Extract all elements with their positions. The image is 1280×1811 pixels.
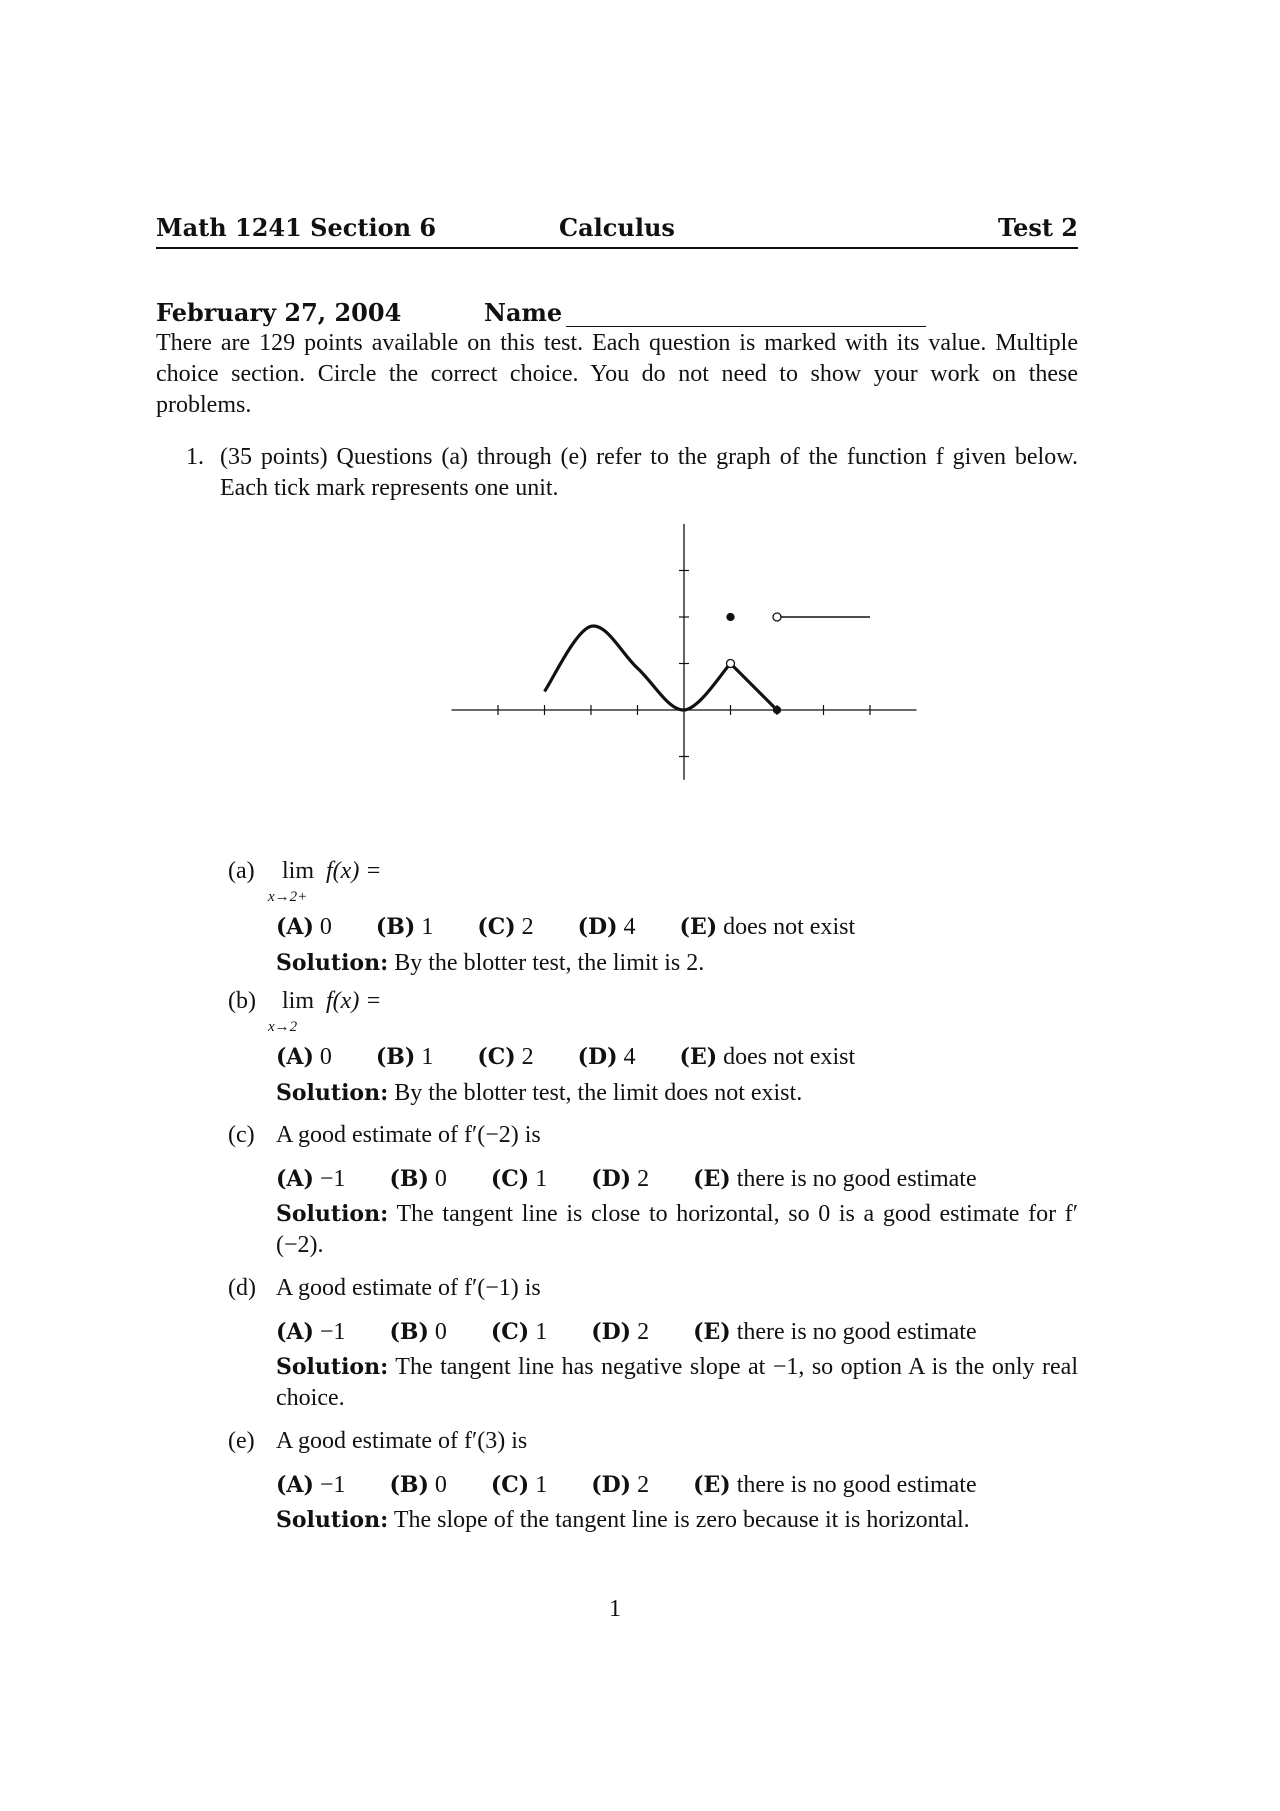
choice-a-E[interactable]: (E) does not exist bbox=[679, 914, 856, 940]
choice-d-B[interactable]: (B) 0 bbox=[389, 1319, 447, 1345]
page-number: 1 bbox=[609, 1596, 621, 1622]
filled-point bbox=[727, 614, 734, 621]
lim-text: lim bbox=[281, 988, 314, 1014]
solution-b bbox=[276, 1078, 1078, 1109]
part-prompt: A good estimate of f′(3) is bbox=[276, 1428, 528, 1454]
part-label: (e) bbox=[228, 1428, 255, 1454]
choices-d bbox=[276, 1319, 1015, 1346]
filled-point bbox=[774, 707, 781, 714]
solution-e bbox=[276, 1505, 1078, 1536]
choice-c-B[interactable]: (B) 0 bbox=[389, 1166, 447, 1192]
part-label: (c) bbox=[228, 1122, 255, 1148]
solution-label: Solution: bbox=[276, 1354, 389, 1380]
choice-b-D[interactable]: (D) 4 bbox=[577, 1044, 636, 1070]
solution-label: Solution: bbox=[276, 1080, 389, 1106]
solution-d bbox=[276, 1352, 1078, 1414]
choice-a-B[interactable]: (B) 1 bbox=[375, 914, 434, 940]
graph-axes bbox=[452, 524, 917, 780]
choice-e-C[interactable]: (C) 1 bbox=[490, 1472, 548, 1498]
name-label: Name bbox=[484, 298, 563, 327]
choice-b-A[interactable]: (A) 0 bbox=[276, 1044, 332, 1070]
open-point bbox=[727, 660, 735, 668]
choice-e-A[interactable]: (A) −1 bbox=[276, 1472, 346, 1498]
choices-c bbox=[276, 1166, 1015, 1193]
graph-segment bbox=[731, 664, 778, 711]
choices-e bbox=[276, 1472, 1015, 1499]
choice-d-A[interactable]: (A) −1 bbox=[276, 1319, 346, 1345]
choice-c-E[interactable]: (E) there is no good estimate bbox=[693, 1166, 977, 1192]
choice-c-A[interactable]: (A) −1 bbox=[276, 1166, 346, 1192]
part-label: (d) bbox=[228, 1275, 256, 1301]
choice-e-D[interactable]: (D) 2 bbox=[591, 1472, 650, 1498]
choice-b-B[interactable]: (B) 1 bbox=[375, 1044, 434, 1070]
choice-e-E[interactable]: (E) there is no good estimate bbox=[693, 1472, 977, 1498]
graph-plot bbox=[545, 613, 871, 714]
choice-c-C[interactable]: (C) 1 bbox=[490, 1166, 548, 1192]
function-graph bbox=[0, 0, 1280, 800]
part-prompt bbox=[268, 986, 382, 1035]
choice-b-C[interactable]: (C) 2 bbox=[477, 1044, 534, 1070]
choice-a-C[interactable]: (C) 2 bbox=[477, 914, 534, 940]
choice-d-D[interactable]: (D) 2 bbox=[591, 1319, 650, 1345]
prompt-expression: f(x) = bbox=[326, 858, 382, 884]
test-title: Test 2 bbox=[997, 213, 1078, 242]
choices-a bbox=[276, 914, 893, 941]
course-title: Math 1241 Section 6 bbox=[156, 213, 437, 242]
solution-label: Solution: bbox=[276, 1201, 389, 1227]
subject-title: Calculus bbox=[559, 213, 675, 242]
prompt-expression: f(x) = bbox=[326, 988, 382, 1014]
graph-curve bbox=[545, 626, 731, 710]
part-prompt: A good estimate of f′(−2) is bbox=[276, 1122, 541, 1148]
test-date: February 27, 2004 bbox=[156, 298, 402, 327]
choices-b bbox=[276, 1044, 893, 1071]
choice-a-A[interactable]: (A) 0 bbox=[276, 914, 332, 940]
part-prompt: A good estimate of f′(−1) is bbox=[276, 1275, 541, 1301]
solution-c bbox=[276, 1199, 1078, 1261]
choice-c-D[interactable]: (D) 2 bbox=[591, 1166, 650, 1192]
solution-text: The tangent line is close to horizontal, so 0 is a good estimate for f′(−2). bbox=[276, 1201, 1078, 1258]
lim-subscript: x→2 bbox=[268, 1019, 298, 1035]
solution-text: The tangent line has negative slope at −1, so option A is the only real choice. bbox=[276, 1354, 1078, 1411]
solution-label: Solution: bbox=[276, 1507, 389, 1533]
solution-text: The slope of the tangent line is zero because it is horizontal. bbox=[393, 1507, 970, 1533]
instructions: There are 129 points available on this test. Each question is marked with its value. Multiple choice section. Circle the correct choice. You do not need to show your work on these problems. bbox=[156, 330, 1078, 418]
part-label: (a) bbox=[228, 858, 255, 884]
question-number: 1. bbox=[186, 444, 204, 470]
part-prompt bbox=[268, 856, 382, 905]
solution-label: Solution: bbox=[276, 950, 389, 976]
lim-subscript: x→2+ bbox=[268, 889, 308, 905]
choice-d-E[interactable]: (E) there is no good estimate bbox=[693, 1319, 977, 1345]
solution-text: By the blotter test, the limit is 2. bbox=[394, 950, 705, 976]
solution-text: By the blotter test, the limit does not exist. bbox=[394, 1080, 803, 1106]
choice-d-C[interactable]: (C) 1 bbox=[490, 1319, 548, 1345]
solution-a bbox=[276, 948, 1078, 979]
choice-b-E[interactable]: (E) does not exist bbox=[679, 1044, 856, 1070]
choice-e-B[interactable]: (B) 0 bbox=[389, 1472, 447, 1498]
lim-text: lim bbox=[281, 858, 314, 884]
choice-a-D[interactable]: (D) 4 bbox=[577, 914, 636, 940]
question-text: (35 points) Questions (a) through (e) refer to the graph of the function f given below. Each tick mark represents one unit. bbox=[220, 444, 1078, 501]
open-point bbox=[773, 613, 781, 621]
part-label: (b) bbox=[228, 988, 256, 1014]
